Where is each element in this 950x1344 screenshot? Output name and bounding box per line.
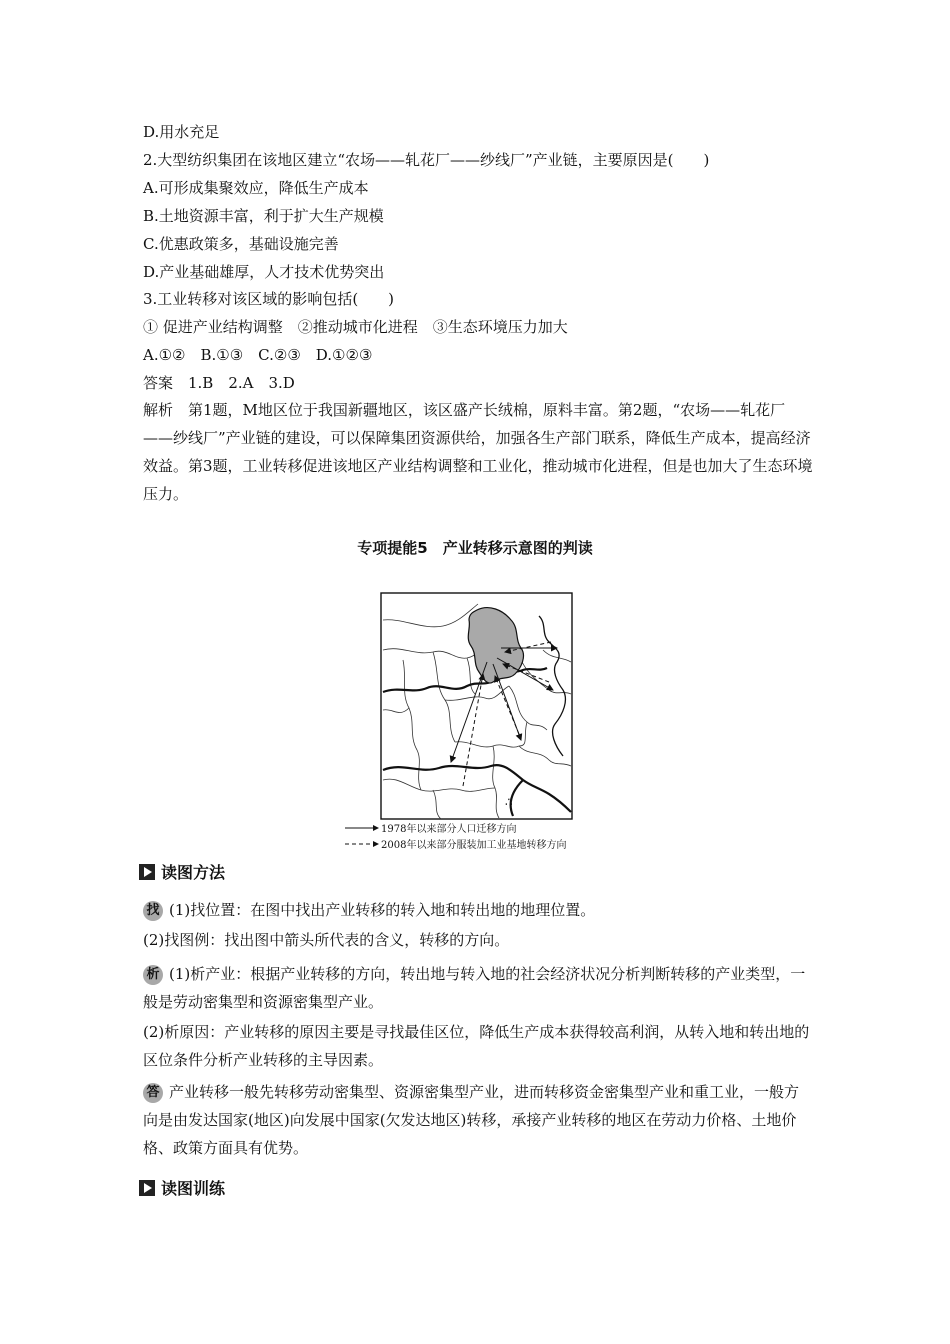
find-text-1: (1)找位置：在图中找出产业转移的转入地和转出地的地理位置。 bbox=[169, 901, 596, 919]
analyze-paragraph-1 bbox=[143, 960, 813, 1016]
answer-badge: 答 bbox=[143, 1083, 163, 1103]
islands-symbol: ∴ bbox=[505, 795, 513, 809]
industry-transfer-map bbox=[343, 590, 613, 855]
q2-option-b: B.土地资源丰富，利于扩大生产规模 bbox=[143, 207, 384, 225]
training-heading bbox=[139, 1176, 225, 1199]
answer-paragraph bbox=[143, 1078, 813, 1162]
analyze-text-1: (1)析产业：根据产业转移的方向，转出地与转入地的社会经济状况分析判断转移的产业类型，一般是劳动密集型和资源密集型产业。 bbox=[143, 965, 806, 1011]
q2-stem: 2.大型纺织集团在该地区建立“农场——轧花厂——纱线厂”产业链，主要原因是( ) bbox=[143, 151, 710, 169]
transfer-arrow-2 bbox=[495, 676, 519, 734]
play-triangle-icon bbox=[139, 1180, 155, 1196]
play-triangle-icon bbox=[139, 864, 155, 880]
legend-dashed-label: 2008年以来部分服装加工业基地转移方向 bbox=[381, 840, 567, 851]
map-figure bbox=[343, 590, 613, 855]
q2-option-d: D.产业基础雄厚，人才技术优势突出 bbox=[143, 263, 385, 281]
find-line-1 bbox=[143, 900, 595, 921]
find-badge: 找 bbox=[143, 901, 163, 921]
answer-text: 产业转移一般先转移劳动密集型、资源密集型产业，进而转移资金密集型产业和重工业，一般方向是由发达国家(地区)向发展中国家(欠发达地区)转移，承接产业转移的地区在劳动力价格、土地价格、政策方面具有优势。 bbox=[143, 1083, 800, 1157]
answer-line: 答案 1.B 2.A 3.D bbox=[143, 374, 295, 392]
q3-items: ① 促进产业结构调整 ②推动城市化进程 ③生态环境压力加大 bbox=[143, 318, 568, 336]
analyze-text-2: (2)析原因：产业转移的原因主要是寻找最佳区位，降低生产成本获得较高利润，从转入地和转出地的区位条件分析产业转移的主导因素。 bbox=[143, 1023, 810, 1069]
legend-solid-label: 1978年以来部分人口迁移方向 bbox=[381, 824, 517, 835]
q3-stem: 3.工业转移对该区域的影响包括( ) bbox=[143, 290, 395, 308]
method-heading-text: 读图方法 bbox=[161, 863, 226, 882]
map-legend bbox=[345, 822, 566, 851]
q1-option-d: D.用水充足 bbox=[143, 123, 220, 141]
migration-arrow-southwest bbox=[451, 662, 487, 762]
training-heading-text: 读图训练 bbox=[161, 1179, 226, 1198]
coastline bbox=[539, 616, 565, 756]
analysis-paragraph: 解析 第1题，M地区位于我国新疆地区，该区盛产长绒棉，原料丰富。第2题，“农场——轧花厂——纱线厂”产业链的建设，可以保障集团资源供给，加强各生产部门联系，降低生产成本，提高经济效益。第3题，工业转移促进该地区产业结构调整和工业化，推动城市化进程，但是也加大了生态环境压力。 bbox=[143, 401, 813, 503]
section-title: 专项提能5 产业转移示意图的判读 bbox=[357, 539, 593, 557]
analyze-badge: 析 bbox=[143, 965, 163, 985]
q3-options: A.①② B.①③ C.②③ D.①②③ bbox=[143, 346, 373, 364]
find-text-2: (2)找图例：找出图中箭头所代表的含义，转移的方向。 bbox=[143, 931, 510, 949]
method-heading bbox=[139, 860, 225, 883]
q2-option-a: A.可形成集聚效应，降低生产成本 bbox=[143, 179, 369, 197]
q2-option-c: C.优惠政策多，基础设施完善 bbox=[143, 235, 339, 253]
